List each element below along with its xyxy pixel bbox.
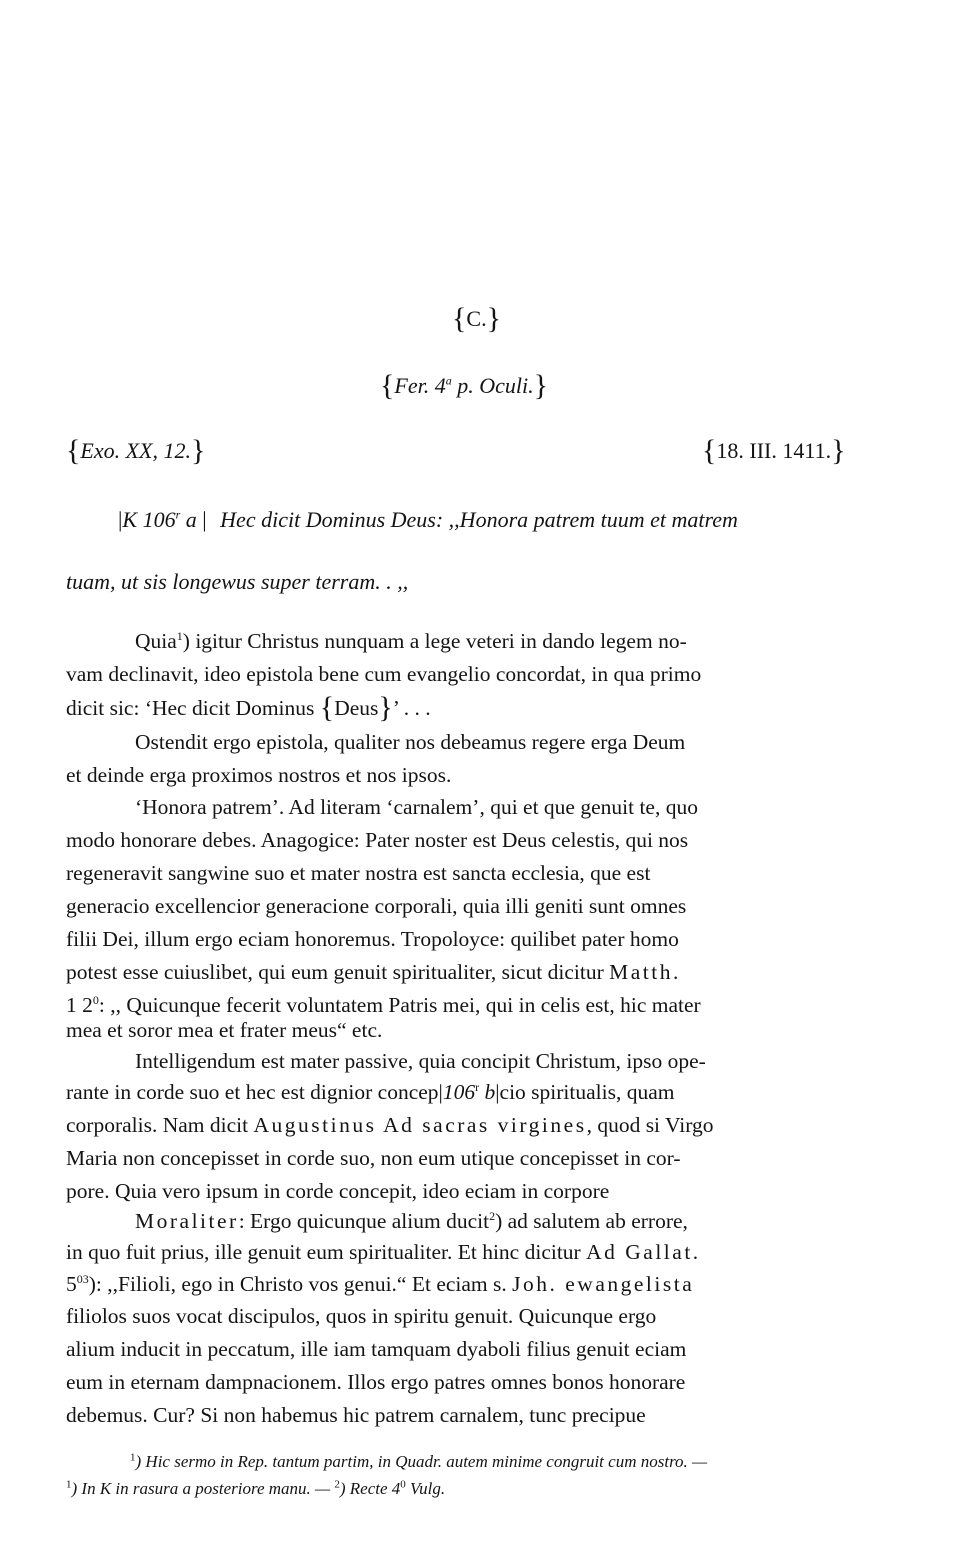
body-line-17: Maria non concepisset in corde suo, non eum utique concepisset in cor- (66, 1146, 681, 1170)
brace-right-icon: } (191, 434, 206, 467)
incipit-line-1: |K 106$^r$ a | Hec dicit Dominus Deus: ,,Honora patrem tuum et matrem (118, 507, 738, 532)
body-line-4: Ostendit ergo epistola, qualiter nos debeamus regere erga Deum (135, 730, 686, 754)
body-line-9: generacio excellencior generacione corporali, quia illi geniti sunt omnes (66, 894, 687, 918)
brace-left-icon: { (452, 302, 467, 335)
body-line-22: filiolos suos vocat discipulos, quos in spiritu genuit. Quicunque ergo (66, 1304, 657, 1328)
body-line-5: et deinde erga proximos nostros et nos ipsos. (66, 763, 452, 787)
body-line-18: pore. Quia vero ipsum in corde concepit, ideo eciam in corpore (66, 1179, 610, 1203)
footnote-2: $^1$) In K in rasura a posteriore manu. — $^2$) Recte $4^0$ Vulg. (66, 1478, 446, 1498)
scripture-reference: {Exo. XX, 12.} (66, 434, 206, 467)
footnote-1: $^1$) Hic sermo in Rep. tantum partim, in Quadr. autem minime congruit cum nostro. — (130, 1451, 708, 1471)
brace-left-icon: { (380, 369, 395, 402)
brace-right-icon: } (831, 434, 846, 467)
body-line-7: modo honorare debes. Anagogice: Pater noster est Deus celestis, qui nos (66, 828, 689, 852)
feast-heading: {Fer. 4$^a$ p. Oculi.} (380, 369, 549, 402)
bar-left-icon: | (438, 1080, 443, 1104)
bar-left-icon: | (118, 507, 123, 532)
brace-left-icon: { (702, 434, 717, 467)
body-line-23: alium inducit in peccatum, ille iam tamquam dyaboli filius genuit eciam (66, 1337, 687, 1361)
brace-right-icon: } (378, 691, 393, 724)
manuscript-reference: |K 106$^r$ a | (118, 507, 207, 532)
body-line-3: dicit sic: ‘Hec dicit Dominus {Deus}’ . . . (66, 691, 431, 724)
body-line-19: Moraliter: Ergo quicunque alium ducit$^2$) ad salutem ab errore, (135, 1208, 688, 1233)
body-line-8: regeneravit sangwine suo et mater nostra est sancta ecclesia, que est (66, 861, 651, 885)
brace-left-icon: { (66, 434, 81, 467)
section-mark: {C.} (452, 302, 501, 335)
body-line-15: rante in corde suo et hec est dignior concep|106$^r$ b|cio spiritualis, quam (66, 1079, 675, 1104)
body-line-10: filii Dei, illum ergo eciam honoremus. Tropoloyce: quilibet pater homo (66, 927, 679, 951)
body-line-11: potest esse cuiuslibet, qui eum genuit spiritualiter, sicut dicitur Matth. (66, 960, 681, 984)
incipit-line-2: tuam, ut sis longewus super terram. . ,, (66, 569, 409, 594)
body-line-6: ‘Honora patrem’. Ad literam ‘carnalem’, qui et que genuit te, quo (135, 795, 698, 819)
body-line-25: debemus. Cur? Si non habemus hic patrem carnalem, tunc precipue (66, 1403, 646, 1427)
body-line-2: vam declinavit, ideo epistola bene cum evangelio concordat, in qua primo (66, 662, 702, 686)
brace-right-icon: } (533, 369, 549, 402)
body-line-16: corporalis. Nam dicit Augustinus Ad sacras virgines, quod si Virgo (66, 1113, 714, 1137)
brace-right-icon: } (486, 302, 501, 335)
body-line-1: Quia$^1$) igitur Christus nunquam a lege veteri in dando legem no- (135, 628, 687, 653)
date-heading: {18. III. 1411.} (702, 434, 846, 467)
bar-right-icon: | (495, 1080, 500, 1104)
body-line-13: mea et soror mea et frater meus“ etc. (66, 1018, 383, 1042)
body-line-21: $5^{03}$): ,,Filioli, ego in Christo vos genui.“ Et eciam s. Joh. ewangelista (66, 1271, 695, 1296)
body-line-20: in quo fuit prius, ille genuit eum spiritualiter. Et hinc dicitur Ad Gallat. (66, 1240, 701, 1264)
body-line-12: 1 $2^0$: ,, Quicunque fecerit voluntatem Patris mei, qui in celis est, hic mater (66, 992, 701, 1017)
body-line-14: Intelligendum est mater passive, quia concipit Christum, ipso ope- (135, 1049, 706, 1073)
brace-left-icon: { (319, 691, 335, 724)
bar-right-icon: | (196, 507, 207, 532)
body-line-24: eum in eternam dampnacionem. Illos ergo patres omnes bonos honorare (66, 1370, 686, 1394)
